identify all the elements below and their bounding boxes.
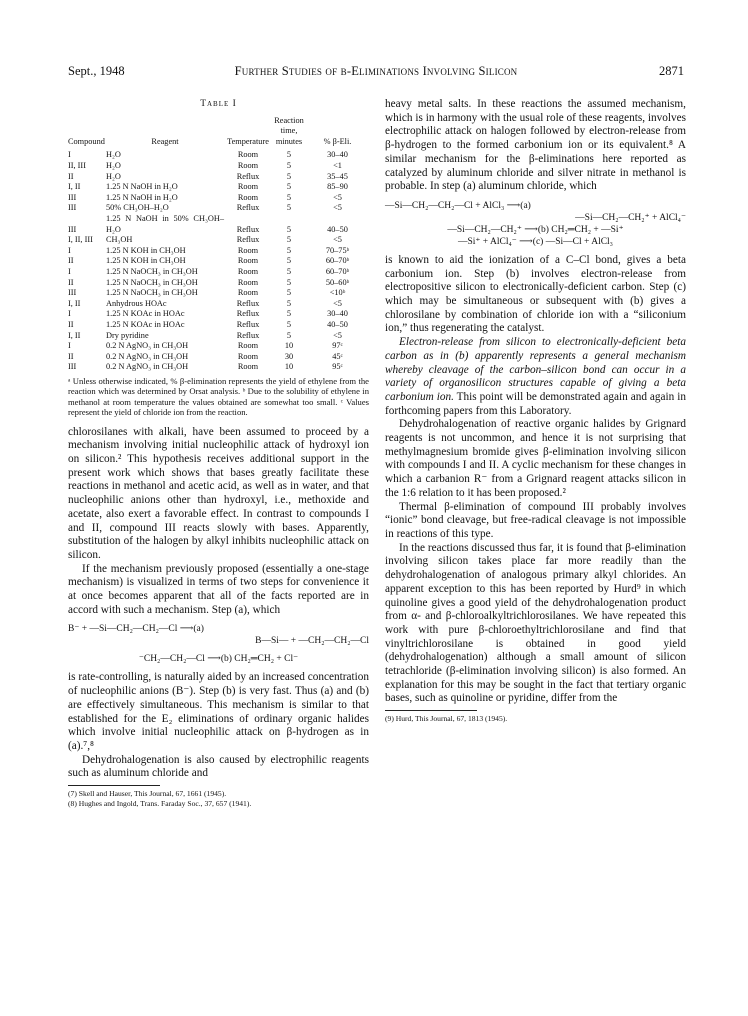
equation-r-line-4: —Si⁺ + AlCl₄⁻ ⟶(c) —Si—Cl + AlCl₃ xyxy=(457,236,613,247)
table-cell: <5 xyxy=(333,203,342,213)
table-cell: 40–50 xyxy=(327,224,348,234)
col-header-yield: % β-Eli. xyxy=(323,136,352,146)
table-body xyxy=(68,150,369,372)
table-cell: I xyxy=(68,150,71,160)
header-date: Sept., 1948 xyxy=(68,64,125,78)
table-row xyxy=(68,320,369,331)
table-cell: 30 xyxy=(284,351,294,361)
table-cell: 0.2 N AgNO₃ in CH₃OH xyxy=(106,362,189,372)
table-cell: 5 xyxy=(286,235,292,245)
table-cell: 1.25 N NaOCH₃ in CH₃OH xyxy=(106,277,198,287)
table-cell: 1.25 N KOH in CH₃OH xyxy=(106,256,186,266)
table-row xyxy=(68,256,369,267)
table-cell: I, II xyxy=(68,298,81,308)
table-cell: II xyxy=(68,277,74,287)
table-cell: 5 xyxy=(286,161,292,171)
table-cell: III xyxy=(68,288,77,298)
table-cell: 5 xyxy=(286,319,292,329)
table-cell: 1.25 N NaOH in H₂O xyxy=(106,192,178,202)
col-header-reagent: Reagent xyxy=(151,136,179,146)
table-row xyxy=(68,352,369,363)
right-column xyxy=(385,98,686,724)
table-cell: 30–40 xyxy=(327,309,348,319)
table-cell: 0.2 N AgNO₃ in CH₃OH xyxy=(106,341,189,351)
table-row xyxy=(68,299,369,310)
col-header-temperature: Temperature xyxy=(227,136,269,146)
table-cell: 70–75ᵇ xyxy=(325,245,350,255)
table-cell: Anhydrous HOAc xyxy=(106,298,167,308)
table-row xyxy=(68,150,369,161)
table-cell: Room xyxy=(237,182,259,192)
table-cell: Reflux xyxy=(236,319,260,329)
table-row xyxy=(68,161,369,172)
table-cell: Reflux xyxy=(236,171,260,181)
table-cell: 1.25 N NaOCH₃ in CH₃OH xyxy=(106,267,198,277)
table-cell: Room xyxy=(237,351,259,361)
table-cell: 5 xyxy=(286,245,292,255)
table-cell: Reflux xyxy=(236,330,260,340)
table-row xyxy=(68,288,369,299)
table-cell: 45ᶜ xyxy=(332,351,343,361)
table-cell: III xyxy=(68,203,77,213)
table-cell: 60–70ᵇ xyxy=(325,267,350,277)
table-row xyxy=(68,246,369,257)
table-cell: 5 xyxy=(286,203,292,213)
table-row xyxy=(68,182,369,193)
footnote-8: (8) Hughes and Ingold, Trans. Faraday Soc., 37, 657 (1941). xyxy=(68,799,252,809)
table-cell: <5 xyxy=(333,235,342,245)
table-row xyxy=(68,172,369,183)
table-cell: I xyxy=(68,245,71,255)
table-cell: 5 xyxy=(286,309,292,319)
equation-step-a xyxy=(68,623,369,647)
table-cell: 30–40 xyxy=(327,150,348,160)
table-cell: <5 xyxy=(333,298,342,308)
left-column xyxy=(68,98,369,809)
equation-a-line-1: B⁻ + —Si—CH₂—CH₂—Cl ⟶(a) xyxy=(68,624,204,635)
table-cell: CH₃OH xyxy=(106,235,133,245)
table-cell: 5 xyxy=(286,330,292,340)
equation-r-line-2: —Si—CH₂—CH₂⁺ + AlCl₄⁻ xyxy=(575,212,686,223)
table-cell: Room xyxy=(237,256,259,266)
right-paragraph-6: In the reactions discussed thus far, it is found that β-elimination involving silicon takes place far more readily than the dehydrohalogenation of analogous primary alkyl chlorides. An apparent exception to this has been reported by Hurd⁹ in which quinoline gives a good yield of the dehydrohalogenation product from α- and β-chloroalkyltrichlorosilanes. We have repeated this work with pure β-chloroethyltrichlorosilane and find that vinyltrichlorosilane is obtained in good yield (dehydrohalogenation) although a small amount of silicon tetrachloride (β-elimination involving silicon) is also formed. An explanation for this may be sought in the fact that tertiary organic bases, such as quinoline or pyridine, differ from the xyxy=(385,541,686,705)
right-paragraph-5: Thermal β-elimination of compound III probably involves “ionic” bond cleavage, but free-radical cleavage is not impossible in reactions of this type. xyxy=(385,500,686,540)
page-number: 2871 xyxy=(659,64,684,78)
table-cell: Room xyxy=(237,341,259,351)
table-cell: Room xyxy=(237,288,259,298)
table-cell: H₂O xyxy=(106,171,121,181)
table-cell: 60–70ᵇ xyxy=(325,256,350,266)
right-paragraph-3 xyxy=(385,336,686,418)
table-row xyxy=(68,193,369,204)
table-cell: Room xyxy=(237,245,259,255)
col-header-time: Reaction time, minutes xyxy=(274,115,304,146)
table-cell: 40–50 xyxy=(327,319,348,329)
table-cell: I, II, III xyxy=(68,235,93,245)
equation-b-line: ⁻CH₂—CH₂—Cl ⟶(b) CH₂═CH₂ + Cl⁻ xyxy=(138,654,299,665)
equation-a-line-2: B—Si— + —CH₂—CH₂—Cl xyxy=(255,636,369,647)
left-paragraph-1: chlorosilanes with alkali, have been assumed to proceed by a mechanism involving initial nucleophilic attack of hydroxyl ion on silicon.² This hypothesis receives additional support in the present work which shows that bases greatly facilitate these reactions in methanol and acetic acid, as well as in water, and that nucleophilic anions other than hydroxyl, i.e., methoxide and acetate, also exert a favorable effect. In contrast to compounds I and II, compound III reacts slowly with bases. Apparently, substitution of the halogen by alkyl inhibits nucleophilic attack on silicon. xyxy=(68,425,369,561)
table-cell: II xyxy=(68,351,74,361)
footnote-rule-right xyxy=(385,710,477,711)
table-cell: H₂O xyxy=(106,150,121,160)
table-cell: I, II xyxy=(68,182,81,192)
table-cell: II xyxy=(68,171,74,181)
table-cell: 1.25 N KOAc in HOAc xyxy=(106,319,185,329)
table-cell: 1.25 N NaOH in 50% CH₃OH–H₂O xyxy=(106,214,224,234)
table-cell: III xyxy=(68,224,77,234)
table-cell: 35–45 xyxy=(327,171,348,181)
footnote-rule xyxy=(68,785,160,786)
table-cell: Reflux xyxy=(236,235,260,245)
footnote-7: (7) Skell and Hauser, This Journal, 67, 1661 (1945). xyxy=(68,789,227,799)
footnote-9: (9) Hurd, This Journal, 67, 1813 (1945). xyxy=(385,714,508,724)
table-cell: 5 xyxy=(286,224,292,234)
left-paragraph-3: is rate-controlling, is naturally aided by an increased concentration of nucleophilic anions (B⁻). Step (b) is very fast. Thus (a) and (b) are effectively simultaneous. This mechanism is similar to that established for the E₂ eliminations of ordinary organic halides which involve initial nucleophilic attack on β-hydrogen as in (a).⁷,⁸ xyxy=(68,671,369,752)
table-cell: I xyxy=(68,309,71,319)
right-paragraph-1: heavy metal salts. In these reactions the assumed mechanism, which is in harmony with the usual role of these reagents, involves electrophilic attack on halogen followed by electron-release from β-hydrogen to the formed carbonium ion or its equivalent.⁸ A similar mechanism for the β-eliminations here reported as catalyzed by aluminum chloride and silver nitrate in methanol is probable. In step (a) aluminum chloride, which xyxy=(385,98,686,193)
table-row xyxy=(68,203,369,214)
table-cell: 95ᶜ xyxy=(332,362,343,372)
table-cell: II xyxy=(68,319,74,329)
table-row xyxy=(68,309,369,320)
table-row xyxy=(68,214,369,235)
table-cell: II xyxy=(68,256,74,266)
table-cell: 10 xyxy=(284,362,294,372)
table-row xyxy=(68,362,369,373)
table-cell: 5 xyxy=(286,256,292,266)
running-header xyxy=(68,64,684,80)
table-cell: 5 xyxy=(286,150,292,160)
table-cell: 5 xyxy=(286,288,292,298)
table-cell: 5 xyxy=(286,277,292,287)
table-cell: <10ᵇ xyxy=(329,288,346,298)
table-cell: 5 xyxy=(286,182,292,192)
right-paragraph-2: is known to aid the ionization of a C–Cl bond, gives a beta carbonium ion. Step (b) involves electron-release from electropositive silicon to electronically-deficient carbon. Step (c) which may be simultaneous or subsequent with (b) gives a chlorosilane by combination of chloride ion with a “siliconium ion,” thus regenerating the catalyst. xyxy=(385,253,686,335)
right-paragraph-3-tail: This point will be demonstrated again and again in forthcoming papers from this Laboratory. xyxy=(385,390,686,417)
table-caption: Table I xyxy=(200,99,237,109)
table-cell: III xyxy=(68,192,77,202)
table-footnote: ᵃ Unless otherwise indicated, % β-elimination represents the yield of ethylene from the reaction which was determined by Orsat analysis. ᵇ Due to the solubility of ethylene in methanol at room temperature the values obtained are somewhat too small. ᶜ Values represent the yield of chloride ion from the reaction. xyxy=(68,375,369,418)
results-table xyxy=(68,116,369,373)
table-cell: I xyxy=(68,341,71,351)
table-cell: Room xyxy=(237,161,259,171)
table-cell: Room xyxy=(237,150,259,160)
table-cell: Room xyxy=(237,277,259,287)
table-cell: I, II xyxy=(68,330,81,340)
table-cell: III xyxy=(68,362,77,372)
left-paragraph-2: If the mechanism previously proposed (essentially a one-stage mechanism) is visualized in terms of two steps for convenience it at once becomes apparent that all of the facts reported are in accord with such a mechanism. Step (a), which xyxy=(68,562,369,616)
table-cell: 5 xyxy=(286,171,292,181)
table-cell: Dry pyridine xyxy=(106,330,149,340)
table-cell: 97ᶜ xyxy=(332,341,343,351)
table-cell: Room xyxy=(237,362,259,372)
table-cell: Room xyxy=(237,192,259,202)
table-cell: I xyxy=(68,267,71,277)
table-row xyxy=(68,278,369,289)
table-cell: Reflux xyxy=(236,298,260,308)
table-cell: 1.25 N KOAc in HOAc xyxy=(106,309,185,319)
table-row xyxy=(68,341,369,352)
equation-r-line-1: —Si—CH₂—CH₂—Cl + AlCl₃ ⟶(a) xyxy=(385,200,531,211)
table-cell: <5 xyxy=(333,192,342,202)
table-cell: 50% CH₃OH–H₂O xyxy=(106,203,169,213)
table-cell: Reflux xyxy=(236,309,260,319)
col-header-compound: Compound xyxy=(68,136,105,146)
table-cell: 1.25 N KOH in CH₃OH xyxy=(106,245,186,255)
table-cell: 5 xyxy=(286,267,292,277)
equation-step-b xyxy=(68,653,369,665)
table-cell: 1.25 N NaOH in H₂O xyxy=(106,182,178,192)
table-cell: 5 xyxy=(286,192,292,202)
table-cell: Room xyxy=(237,267,259,277)
table-cell: 50–60ᵇ xyxy=(325,277,350,287)
table-cell: <5 xyxy=(333,330,342,340)
table-row xyxy=(68,331,369,342)
equation-r-line-3: —Si—CH₂—CH₂⁺ ⟶(b) CH₂═CH₂ + —Si⁺ xyxy=(447,224,624,235)
table-cell: 5 xyxy=(286,298,292,308)
table-cell: Reflux xyxy=(236,203,260,213)
table-cell: <1 xyxy=(333,161,342,171)
table-cell: 85–90 xyxy=(327,182,348,192)
table-row xyxy=(68,267,369,278)
table-cell: 1.25 N NaOCH₃ in CH₃OH xyxy=(106,288,198,298)
table-cell: 0.2 N AgNO₃ in CH₃OH xyxy=(106,351,189,361)
right-paragraph-4: Dehydrohalogenation of reactive organic halides by Grignard reagents is not uncommon, and hence it is not surprising that methylmagnesium bromide gives β-elimination involving silicon with compounds I and II. A cyclic mechanism for these changes in which a carbanion R⁻ from a Grignard reagent attacks silicon in the 1:6 relation to it has been proposed.² xyxy=(385,418,686,499)
header-title: Further Studies of β-Eliminations Involving Silicon xyxy=(234,64,518,78)
table-cell: 10 xyxy=(284,341,294,351)
table-cell: H₂O xyxy=(106,161,121,171)
table-header-row xyxy=(68,116,369,151)
italic-statement: Electron-release from silicon to electronically-deficient beta carbon as in (b) apparently represents a general mechanism whereby cleavage of the carbon–silicon bond can occur in a variety of organosilicon structures capable of giving a beta carbonium ion. xyxy=(385,336,686,403)
table-cell: II, III xyxy=(68,161,86,171)
table-row xyxy=(68,235,369,246)
left-paragraph-4: Dehydrohalogenation is also caused by electrophilic reagents such as aluminum chloride and xyxy=(68,753,369,780)
equation-aluminum-chloride xyxy=(385,200,686,248)
table-cell: Reflux xyxy=(236,224,260,234)
